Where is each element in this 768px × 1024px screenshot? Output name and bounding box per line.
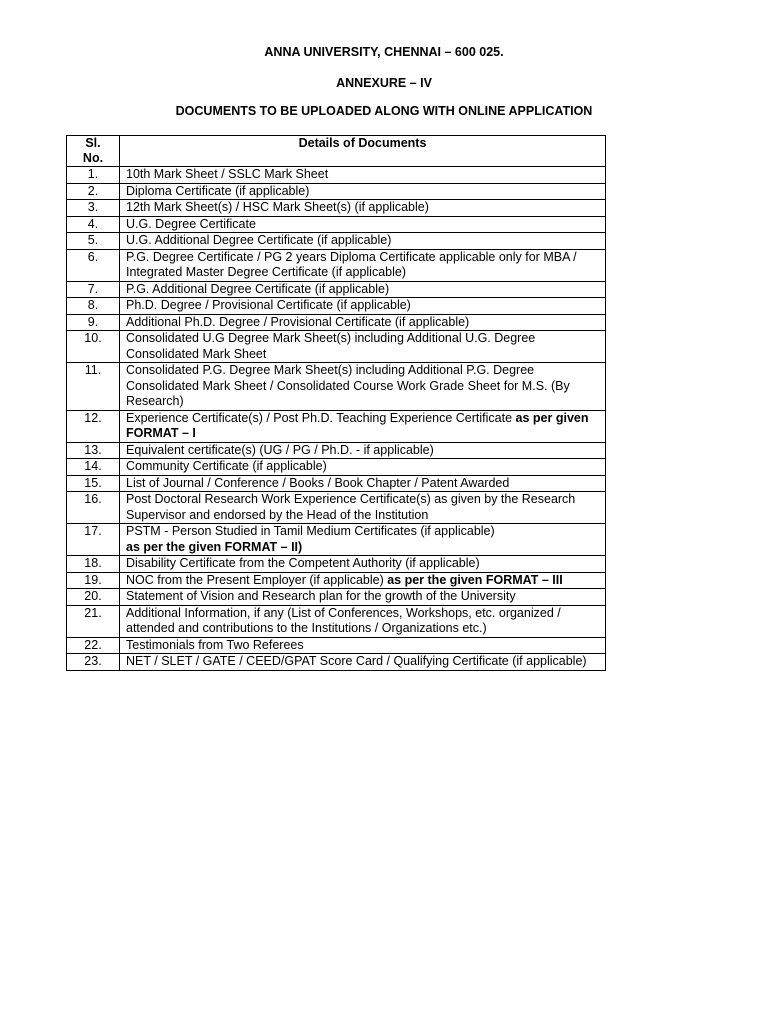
row-details xyxy=(120,281,606,298)
row-number: 3. xyxy=(67,200,120,217)
row-details-text: Post Doctoral Research Work Experience Certificate(s) as given by the Research Supervisor and endorsed by the Head of the Institution xyxy=(126,492,576,522)
row-details-text: List of Journal / Conference / Books / Book Chapter / Patent Awarded xyxy=(126,475,510,490)
table-row xyxy=(67,556,606,573)
row-details-text: Community Certificate (if applicable) xyxy=(126,459,327,473)
row-number: 2. xyxy=(67,183,120,200)
row-number: 7. xyxy=(67,281,120,298)
annexure-heading: ANNEXURE – IV xyxy=(336,76,432,90)
row-number: 10. xyxy=(67,331,120,363)
table-row xyxy=(67,298,606,315)
row-details-text: NET / SLET / GATE / CEED/GPAT Score Card / Qualifying Certificate (if applicable) xyxy=(126,654,587,668)
row-number: 22. xyxy=(67,637,120,654)
row-number: 13. xyxy=(67,442,120,459)
table-row xyxy=(67,216,606,233)
table-row xyxy=(67,637,606,654)
document-subtitle: DOCUMENTS TO BE UPLOADED ALONG WITH ONLINE APPLICATION xyxy=(175,104,593,118)
table-row xyxy=(67,442,606,459)
serial-header-line-1: Sl. xyxy=(85,136,101,150)
row-details-text: Consolidated U.G Degree Mark Sheet(s) including Additional U.G. Degree Consolidated Mark Sheet xyxy=(126,331,536,361)
row-details-text: U.G. Degree Certificate xyxy=(126,216,256,231)
row-number: 9. xyxy=(67,314,120,331)
row-number: 18. xyxy=(67,556,120,573)
row-details-bold-text: as per the given FORMAT – III xyxy=(387,572,563,587)
row-number: 17. xyxy=(67,524,120,556)
row-details xyxy=(120,475,606,492)
row-details xyxy=(120,167,606,184)
row-details xyxy=(120,492,606,524)
table-row xyxy=(67,249,606,281)
row-details-text: 12th Mark Sheet(s) / HSC Mark Sheet(s) (if applicable) xyxy=(126,200,429,214)
table-row xyxy=(67,492,606,524)
row-details-text: Statement of Vision and Research plan for the growth of the University xyxy=(126,589,516,603)
row-details-text: Disability Certificate from the Competent Authority (if applicable) xyxy=(126,556,480,570)
row-details-text: 10th Mark Sheet / SSLC Mark Sheet xyxy=(126,167,329,181)
table-row xyxy=(67,183,606,200)
row-number: 6. xyxy=(67,249,120,281)
row-details-text: Additional Ph.D. Degree / Provisional Certificate (if applicable) xyxy=(126,314,470,329)
row-details-text: Equivalent certificate(s) (UG / PG / Ph.D. - if applicable) xyxy=(126,442,434,457)
row-details-text: Testimonials from Two Referees xyxy=(126,637,304,652)
row-number: 1. xyxy=(67,167,120,184)
serial-number-header xyxy=(67,136,120,167)
row-details xyxy=(120,314,606,331)
row-details xyxy=(120,410,606,442)
row-details-text: Additional Information, if any (List of Conferences, Workshops, etc. organized / attended and contributions to the Institutions / Organizations etc.) xyxy=(126,605,561,635)
row-number: 16. xyxy=(67,492,120,524)
row-number: 23. xyxy=(67,654,120,671)
table-row xyxy=(67,605,606,637)
row-details-text: Diploma Certificate (if applicable) xyxy=(126,183,310,198)
row-number: 19. xyxy=(67,572,120,589)
row-details xyxy=(120,249,606,281)
row-details xyxy=(120,605,606,637)
row-details xyxy=(120,200,606,217)
table-row xyxy=(67,363,606,411)
row-number: 14. xyxy=(67,459,120,476)
row-details xyxy=(120,442,606,459)
serial-header-line-2: No. xyxy=(82,151,104,165)
table-row xyxy=(67,200,606,217)
row-number: 12. xyxy=(67,410,120,442)
row-number: 4. xyxy=(67,216,120,233)
row-details xyxy=(120,233,606,250)
row-details-text: P.G. Additional Degree Certificate (if applicable) xyxy=(126,281,390,296)
details-header: Details of Documents xyxy=(120,136,606,167)
table-row xyxy=(67,233,606,250)
row-details xyxy=(120,331,606,363)
row-details xyxy=(120,298,606,315)
row-details xyxy=(120,572,606,589)
table-row xyxy=(67,281,606,298)
row-details-text: U.G. Additional Degree Certificate (if applicable) xyxy=(126,233,392,247)
row-details-text: Consolidated P.G. Degree Mark Sheet(s) including Additional P.G. Degree Consolidated Mark Sheet / Consolidated Course Work Grade Sheet for M.S. (By Research) xyxy=(126,363,570,408)
table-header-row xyxy=(67,136,606,167)
row-details xyxy=(120,556,606,573)
row-number: 8. xyxy=(67,298,120,315)
table-row xyxy=(67,459,606,476)
table-row xyxy=(67,167,606,184)
row-details xyxy=(120,654,606,671)
row-details-bold-text: as per given FORMAT – I xyxy=(126,410,589,440)
table-row xyxy=(67,524,606,556)
documents-table-body xyxy=(67,167,606,671)
row-number: 5. xyxy=(67,233,120,250)
table-row xyxy=(67,589,606,606)
table-row xyxy=(67,572,606,589)
row-details xyxy=(120,216,606,233)
row-number: 15. xyxy=(67,475,120,492)
table-row xyxy=(67,331,606,363)
row-details-text: P.G. Degree Certificate / PG 2 years Diploma Certificate applicable only for MBA / Integrated Master Degree Certificate (if applicable) xyxy=(126,249,577,279)
row-number: 21. xyxy=(67,605,120,637)
row-details-text: NOC from the Present Employer (if applicable) xyxy=(126,572,388,587)
row-details-bold-text: as per the given FORMAT – II) xyxy=(126,539,303,554)
row-details xyxy=(120,589,606,606)
row-details xyxy=(120,363,606,411)
table-row xyxy=(67,475,606,492)
row-details xyxy=(120,637,606,654)
row-details xyxy=(120,183,606,200)
row-details xyxy=(120,524,606,556)
row-details xyxy=(120,459,606,476)
university-heading: ANNA UNIVERSITY, CHENNAI – 600 025. xyxy=(264,45,504,59)
table-row xyxy=(67,314,606,331)
documents-table xyxy=(66,135,606,671)
row-details-text: Experience Certificate(s) / Post Ph.D. Teaching Experience Certificate xyxy=(126,410,516,425)
row-details-text: PSTM - Person Studied in Tamil Medium Certificates (if applicable) xyxy=(126,524,495,538)
row-number: 20. xyxy=(67,589,120,606)
row-number: 11. xyxy=(67,363,120,411)
table-row xyxy=(67,654,606,671)
row-details-text: Ph.D. Degree / Provisional Certificate (if applicable) xyxy=(126,298,411,312)
table-row xyxy=(67,410,606,442)
